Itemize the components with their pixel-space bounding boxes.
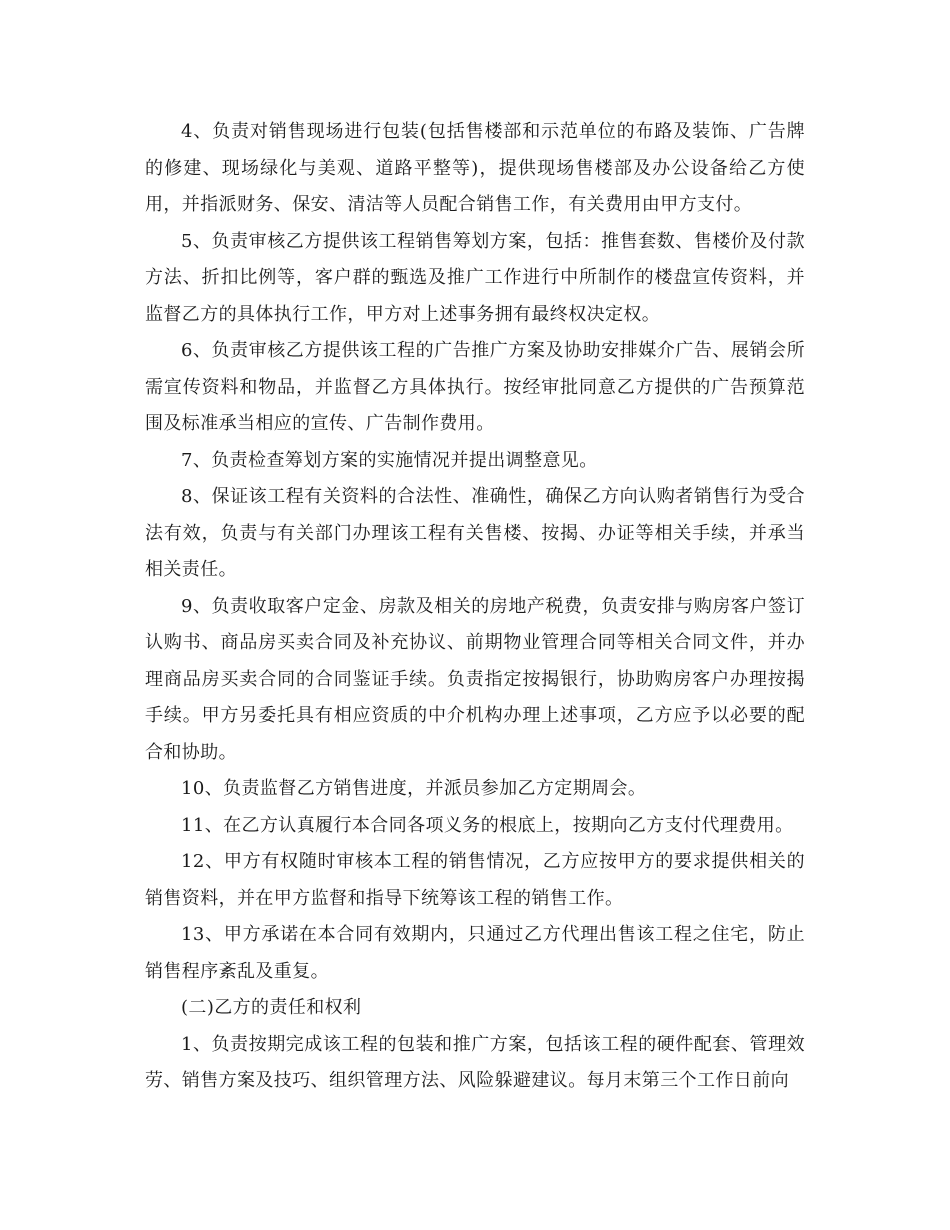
paragraph-item-13: 13、甲方承诺在本合同有效期内，只通过乙方代理出售该工程之住宅，防止销售程序紊乱及重复。 <box>145 924 805 982</box>
paragraph-item-4: 4、负责对销售现场进行包装(包括售楼部和示范单位的布路及装饰、广告牌的修建、现场绿化与美观、道路平整等)，提供现场售楼部及办公设备给乙方使用，并指派财务、保安、清洁等人员配合销售工作，有关费用由甲方支付。 <box>145 121 805 215</box>
paragraph-item-10: 10、负责监督乙方销售进度，并派员参加乙方定期周会。 <box>181 778 647 799</box>
section-heading-party-b: (二)乙方的责任和权利 <box>181 997 362 1018</box>
document-body <box>145 114 805 1100</box>
paragraph-item-12: 12、甲方有权随时审核本工程的销售情况，乙方应按甲方的要求提供相关的销售资料，并在甲方监督和指导下统筹该工程的销售工作。 <box>145 851 805 909</box>
paragraph-item-b1: 1、负责按期完成该工程的包装和推广方案，包括该工程的硬件配套、管理效劳、销售方案及技巧、组织管理方法、风险躲避建议。每月末第三个工作日前向 <box>145 1033 805 1091</box>
paragraph-item-6: 6、负责审核乙方提供该工程的广告推广方案及协助安排媒介广告、展销会所需宣传资料和物品，并监督乙方具体执行。按经审批同意乙方提供的广告预算范围及标准承当相应的宣传、广告制作费用。 <box>145 340 805 434</box>
paragraph-item-7: 7、负责检查筹划方案的实施情况并提出调整意见。 <box>181 449 598 471</box>
paragraph-item-9: 9、负责收取客户定金、房款及相关的房地产税费，负责安排与购房客户签订认购书、商品房买卖合同及补充协议、前期物业管理合同等相关合同文件，并办理商品房买卖合同的合同鉴证手续。负责指定按揭银行，协助购房客户办理按揭手续。甲方另委托具有相应资质的中介机构办理上述事项，乙方应予以必要的配合和协助。 <box>145 595 805 763</box>
paragraph-item-11: 11、在乙方认真履行本合同各项义务的根底上，按期向乙方支付代理费用。 <box>181 814 794 836</box>
paragraph-item-5: 5、负责审核乙方提供该工程销售筹划方案，包括：推售套数、售楼价及付款方法、折扣比例等，客户群的甄选及推广工作进行中所制作的楼盘宣传资料，并监督乙方的具体执行工作，甲方对上述事务拥有最终权决定权。 <box>145 230 805 325</box>
paragraph-item-8: 8、保证该工程有关资料的合法性、准确性，确保乙方向认购者销售行为受合法有效，负责与有关部门办理该工程有关售楼、按揭、办证等相关手续，并承当相关责任。 <box>145 486 805 580</box>
